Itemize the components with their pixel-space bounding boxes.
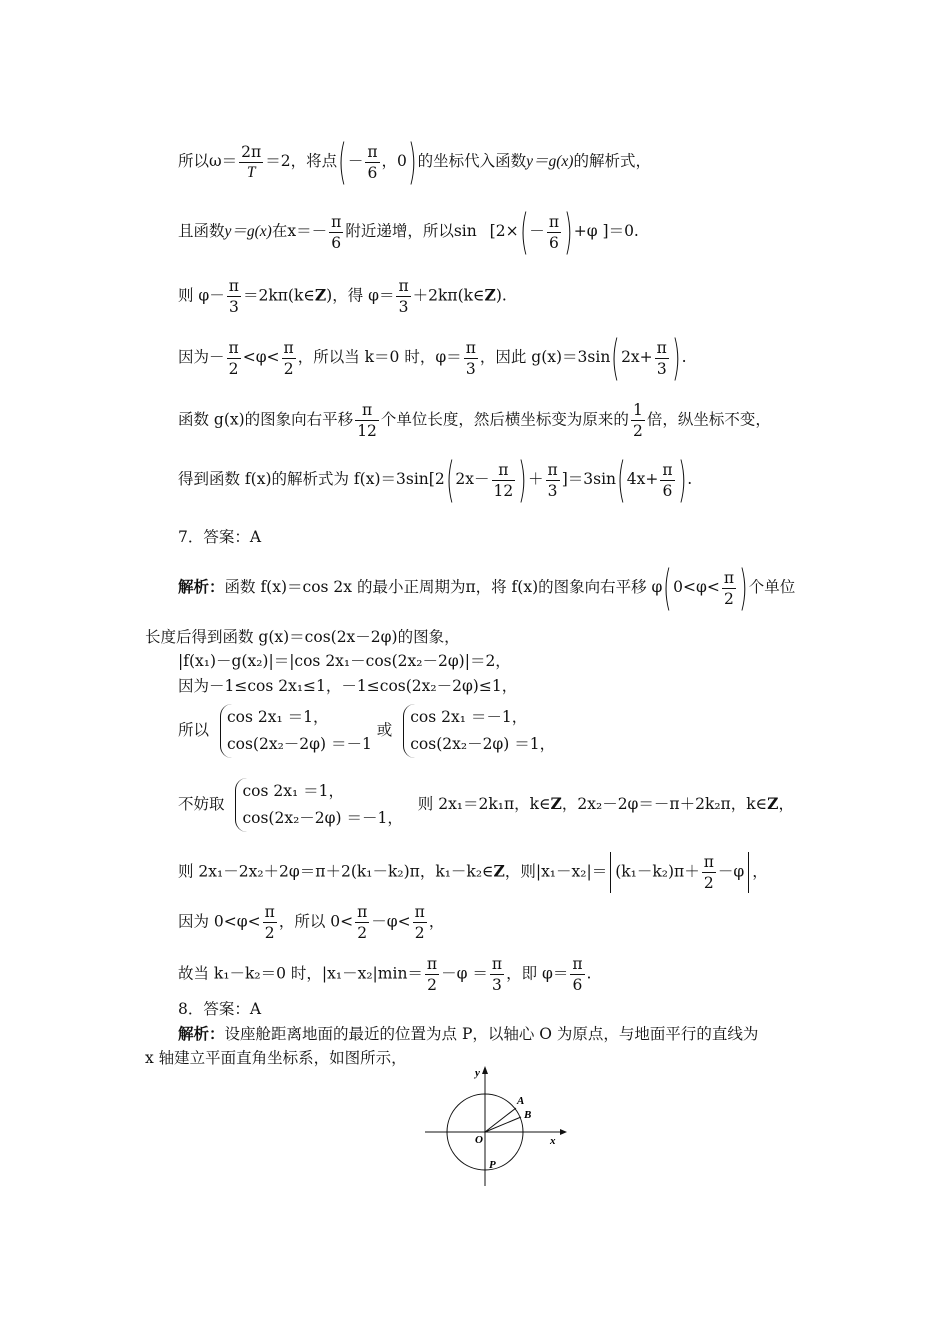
point-B-label: B — [524, 1109, 532, 1121]
y-axis-arrow — [482, 1066, 488, 1074]
line-4: 因为－ $\frac{\pi}{2}$ <φ< $\frac{\pi}{2}$ ，所以当 k＝0 时，φ＝ $\frac{\pi}{3}$ ，因此 g(x)＝3sin(2x+ $\frac{\pi}{3}$ ). — [178, 330, 687, 386]
line-18: 解析：设座舱距离地面的最近的位置为点 P，以轴心 O 为原点，与地面平行的直线为 — [178, 1024, 759, 1043]
line-5: 函数 g(x)的图象向右平移 $\frac{\pi}{12}$ 个单位长度，然后横坐标变为原来的 $\frac{1}{2}$ 倍，纵坐标不变， — [178, 401, 771, 440]
x-label: x — [550, 1135, 556, 1147]
line-15: 因为 0<φ< $\frac{\pi}{2}$ ，所以 0< $\frac{\pi}{2}$ －φ< $\frac{\pi}{2}$ ， — [178, 903, 445, 942]
line-13: 不妨取 cos 2x₁ ＝1， cos(2x₂－2φ) ＝－1， 则 2x₁＝2k₁π，k∈Z，2x₂－2φ＝－π＋2k₂π，k∈Z， — [178, 778, 794, 832]
line-14: 则 2x₁－2x₂＋2φ＝π＋2(k₁－k₂)π，k₁－k₂∈Z，则|x₁－x₂|＝ (k₁－k₂)π＋ $\frac{\pi}{2}$ －φ ， — [178, 853, 768, 892]
point-P-label: P — [489, 1159, 496, 1171]
line-8: 解析：函数 f(x)＝cos 2x 的最小正周期为π，将 f(x)的图象向右平移 φ(0<φ< $\frac{\pi}{2}$ )个单位 — [178, 560, 796, 616]
line-1: 所以ω＝ $\frac{2\pi}{T}$ ＝2，将点(－ $\frac{\pi}{6}$ ，0)的坐标代入函数y＝g(x)的解析式， — [178, 134, 651, 190]
fraction: $\frac{2\pi}{T}$ — [241, 142, 262, 181]
line-3: 则 φ－ $\frac{\pi}{3}$ ＝2kπ(k∈Z)，得 φ＝ $\frac{\pi}{3}$ ＋2kπ(k∈Z). — [178, 277, 507, 316]
line-10: |f(x₁)－g(x₂)|＝|cos 2x₁－cos(2x₂－2φ)|＝2， — [178, 652, 511, 670]
equation-system-1: cos 2x₁ ＝1， cos(2x₂－2φ) ＝－1 — [220, 704, 372, 758]
answer-8: 8．答案：A — [178, 1000, 262, 1018]
line-2: 且函数y＝g(x)在x＝－ $\frac{\pi}{6}$ 附近递增，所以sin [2×(－ $\frac{\pi}{6}$ )+φ ]＝0. — [178, 204, 639, 260]
segment-OB — [485, 1117, 521, 1132]
origin-label: O — [475, 1134, 483, 1146]
segment-OA — [485, 1108, 516, 1132]
line-12: 所以 cos 2x₁ ＝1， cos(2x₂－2φ) ＝－1 或 cos 2x₁ ＝－1， cos(2x₂－2φ) ＝1， — [178, 704, 555, 758]
equation-system-2: cos 2x₁ ＝－1， cos(2x₂－2φ) ＝1， — [403, 704, 555, 758]
line-6: 得到函数 f(x)的解析式为 f(x)＝3sin[2(2x－ $\frac{\pi}{12}$ )＋ $\frac{\pi}{3}$ ]＝3sin(4x+ $\frac{\pi}{6}$ ). — [178, 452, 693, 508]
equation-system-3: cos 2x₁ ＝1， cos(2x₂－2φ) ＝－1， — [235, 778, 402, 832]
point-A-label: A — [517, 1095, 525, 1107]
x-axis-arrow — [560, 1129, 567, 1135]
y-label: y — [475, 1067, 480, 1079]
line-19: x 轴建立平面直角坐标系，如图所示， — [145, 1049, 407, 1067]
answer-7: 7．答案：A — [178, 528, 262, 546]
line-16: 故当 k₁－k₂＝0 时，|x₁－x₂|min＝ $\frac{\pi}{2}$ －φ ＝ $\frac{\pi}{3}$ ，即 φ＝ $\frac{\pi}{6}$ . — [178, 955, 592, 994]
line-11: 因为－1≤cos 2x₁≤1，－1≤cos(2x₂－2φ)≤1， — [178, 677, 518, 695]
line-9: 长度后得到函数 g(x)＝cos(2x－2φ)的图象， — [145, 628, 460, 646]
coordinate-figure — [420, 1062, 570, 1192]
